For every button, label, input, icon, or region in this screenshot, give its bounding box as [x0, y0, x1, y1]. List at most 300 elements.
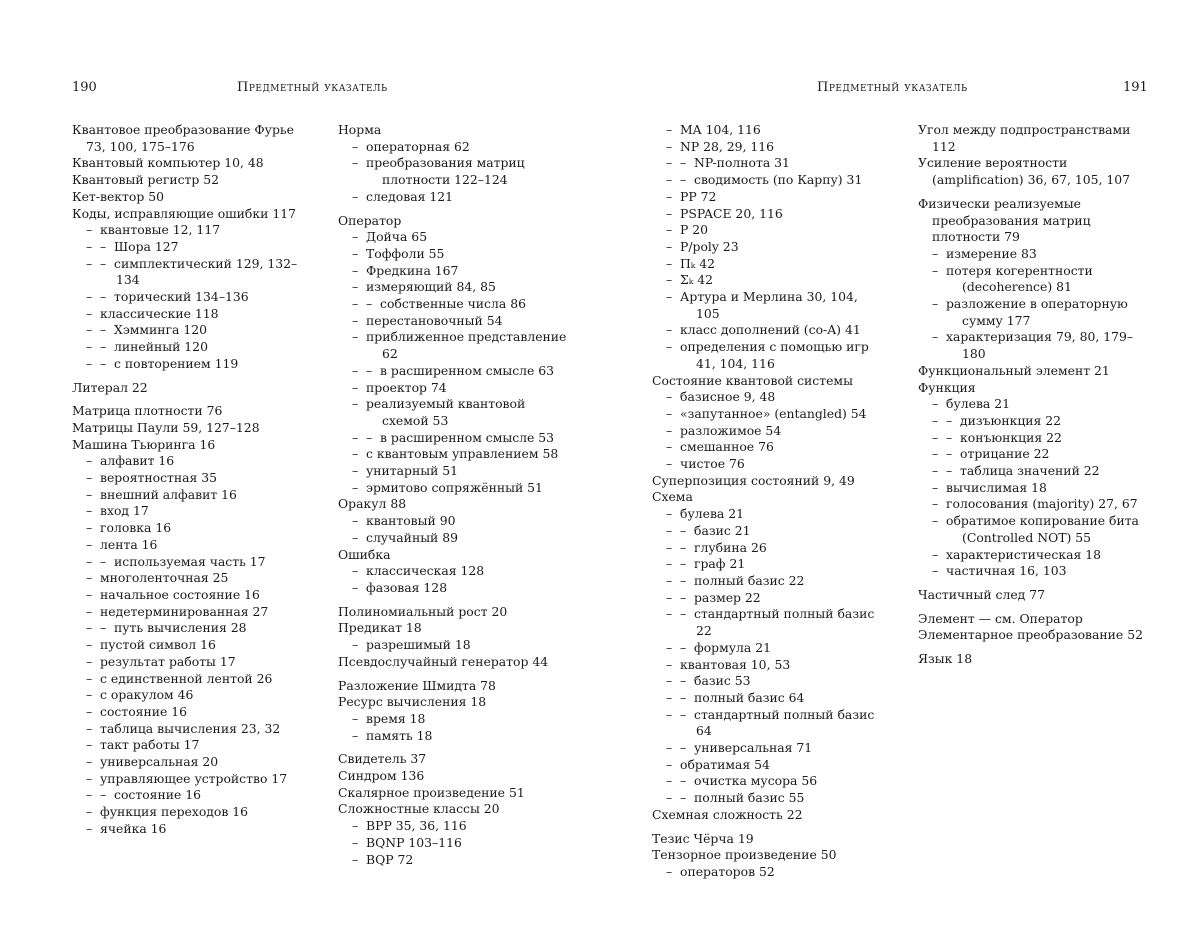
subentry-dash: – — [666, 689, 673, 705]
index-entry — [652, 707, 884, 740]
index-entry-text: унитарный 51 — [366, 463, 459, 479]
index-entry-text: Фредкина 167 — [366, 262, 459, 278]
index-entry-text: перестановочный 54 — [366, 312, 503, 328]
index-entry-text: торический 134–136 — [114, 289, 249, 305]
index-entry-text: Суперпозиция состояний 9, 49 — [652, 472, 855, 488]
index-entry-text: Сложностные классы 20 — [338, 801, 500, 817]
index-entry-text: Πₖ 42 — [680, 255, 716, 271]
subentry-dash: – — [352, 563, 359, 579]
index-entry-text: универсальная 71 — [694, 740, 813, 756]
subentry-dash: – — [352, 834, 359, 850]
index-entry — [72, 637, 304, 654]
index-entry-text: с единственной лентой 26 — [100, 670, 273, 686]
index-entry-text: характеристическая 18 — [946, 546, 1101, 562]
index-entry — [652, 256, 884, 273]
index-entry — [338, 139, 570, 156]
subentry-dash: – — [366, 429, 373, 445]
index-entry-text: состояние 16 — [114, 787, 202, 803]
index-entry — [652, 673, 884, 690]
index-entry — [652, 590, 884, 607]
index-entry-text: используемая часть 17 — [114, 553, 266, 569]
index-entry-text: пустой символ 16 — [100, 637, 216, 653]
index-entry-text: смешанное 76 — [680, 439, 774, 455]
index-entry — [652, 373, 884, 390]
subentry-dash: – — [680, 572, 687, 588]
index-entry — [72, 570, 304, 587]
index-entry — [918, 413, 1150, 430]
subentry-dash: – — [932, 262, 939, 278]
index-entry-text: голосования (majority) 27, 67 — [946, 496, 1138, 512]
subentry-dash: – — [86, 586, 93, 602]
index-entry — [338, 446, 570, 463]
subentry-dash: – — [680, 522, 687, 538]
index-entry-text: измеряющий 84, 85 — [366, 279, 496, 295]
index-entry-text: операторная 62 — [366, 138, 470, 154]
index-entry-text: обратимая 54 — [680, 756, 770, 772]
index-entry — [652, 790, 884, 807]
subentry-dash: – — [86, 289, 93, 305]
index-entry — [652, 423, 884, 440]
subentry-dash: – — [932, 446, 939, 462]
index-entry — [338, 480, 570, 497]
index-entry — [72, 239, 304, 256]
index-entry-text: Дойча 65 — [366, 229, 428, 245]
index-entry — [72, 771, 304, 788]
index-entry — [338, 547, 570, 564]
index-entry — [72, 322, 304, 339]
subentry-dash: – — [680, 706, 687, 722]
subentry-dash: – — [86, 255, 93, 271]
index-entry — [72, 737, 304, 754]
index-entry-text: Матрица плотности 76 — [72, 403, 223, 419]
subentry-dash: – — [86, 720, 93, 736]
index-entry-text: Язык 18 — [918, 651, 973, 667]
index-entry — [338, 296, 570, 313]
index-entry — [652, 523, 884, 540]
index-entry-text: проектор 74 — [366, 379, 447, 395]
index-entry — [338, 563, 570, 580]
index-entry — [72, 654, 304, 671]
index-entry-text: симплектический 129, 132–134 — [114, 255, 298, 288]
subentry-dash: – — [680, 172, 687, 188]
index-entry — [338, 530, 570, 547]
subentry-dash: – — [666, 138, 673, 154]
index-entry — [338, 580, 570, 597]
subentry-dash: – — [86, 820, 93, 836]
index-entry-text: Свидетель 37 — [338, 751, 427, 767]
subentry-dash: – — [352, 379, 359, 395]
index-entry — [652, 540, 884, 557]
index-entry — [652, 489, 884, 506]
index-entry-text: Состояние квантовой системы — [652, 372, 853, 388]
index-entry-text: размер 22 — [694, 589, 761, 605]
index-entry-text: чистое 76 — [680, 456, 745, 472]
index-entry — [338, 396, 570, 429]
index-entry — [72, 687, 304, 704]
index-entry-text: управляющее устройство 17 — [100, 770, 288, 786]
index-entry — [918, 446, 1150, 463]
index-entry — [652, 847, 884, 864]
index-entry — [652, 831, 884, 848]
index-entry — [652, 189, 884, 206]
index-entry-text: собственные числа 86 — [380, 296, 526, 312]
index-entry — [72, 380, 304, 397]
subentry-dash: – — [352, 262, 359, 278]
index-entry-text: случайный 89 — [366, 529, 459, 545]
subentry-dash: – — [932, 396, 939, 412]
subentry-dash: – — [932, 546, 939, 562]
subentry-dash: – — [666, 773, 673, 789]
subentry-dash: – — [100, 787, 107, 803]
subentry-dash: – — [86, 754, 93, 770]
index-entry-text: Квантовый регистр 52 — [72, 172, 220, 188]
index-entry-text: Схемная сложность 22 — [652, 806, 803, 822]
index-entry-text: «запутанное» (entangled) 54 — [680, 405, 867, 421]
index-entry — [652, 139, 884, 156]
subentry-dash: – — [932, 412, 939, 428]
index-entry — [652, 272, 884, 289]
index-entry — [72, 487, 304, 504]
index-entry — [72, 554, 304, 571]
subentry-dash: – — [352, 463, 359, 479]
index-entry-text: Физически реализуемые преобразования матриц плотности 79 — [918, 195, 1091, 245]
index-entry — [72, 339, 304, 356]
subentry-dash: – — [86, 339, 93, 355]
subentry-dash: – — [666, 289, 673, 305]
index-entry-text: приближенное представление 62 — [366, 329, 567, 362]
subentry-dash: – — [680, 689, 687, 705]
index-entry — [338, 637, 570, 654]
index-entry-text: P/poly 23 — [680, 238, 739, 254]
index-entry-text: NP 28, 29, 116 — [680, 138, 775, 154]
index-entry — [338, 513, 570, 530]
index-entry — [338, 496, 570, 513]
subentry-dash: – — [100, 339, 107, 355]
index-entry-text: таблица вычисления 23, 32 — [100, 720, 281, 736]
subentry-dash: – — [666, 556, 673, 572]
index-entry — [652, 640, 884, 657]
subentry-dash: – — [86, 305, 93, 321]
index-entry-text: лента 16 — [100, 536, 158, 552]
index-entry — [338, 694, 570, 711]
index-entry — [652, 556, 884, 573]
index-entry-text: операторов 52 — [680, 863, 775, 879]
subentry-dash: – — [946, 412, 953, 428]
index-entry — [918, 627, 1150, 644]
index-entry — [338, 463, 570, 480]
subentry-dash: – — [86, 804, 93, 820]
index-entry-text: Схема — [652, 489, 693, 505]
index-entry-text: BQP 72 — [366, 851, 414, 867]
subentry-dash: – — [666, 272, 673, 288]
index-entry-text: Квантовый компьютер 10, 48 — [72, 155, 264, 171]
index-entry-text: Шора 127 — [114, 238, 179, 254]
index-entry-text: Тезис Чёрча 19 — [652, 830, 754, 846]
index-entry-text: с повторением 119 — [114, 355, 239, 371]
index-entry — [652, 807, 884, 824]
subentry-dash: – — [86, 787, 93, 803]
subentry-dash: – — [86, 570, 93, 586]
index-entry-text: булева 21 — [680, 506, 745, 522]
index-entry-text: полный базис 55 — [694, 790, 805, 806]
index-entry-text: с квантовым управлением 58 — [366, 446, 559, 462]
subentry-dash: – — [100, 322, 107, 338]
subentry-dash: – — [680, 639, 687, 655]
index-entry — [338, 155, 570, 188]
subentry-dash: – — [352, 429, 359, 445]
index-entry — [652, 389, 884, 406]
index-entry-text: функция переходов 16 — [100, 804, 249, 820]
index-entry-text: дизъюнкция 22 — [960, 412, 1062, 428]
subentry-dash: – — [352, 446, 359, 462]
index-entry — [652, 439, 884, 456]
index-column-4 — [918, 122, 1150, 668]
subentry-dash: – — [352, 296, 359, 312]
index-entry-text: реализуемый квантовой схемой 53 — [366, 396, 526, 428]
index-entry — [72, 470, 304, 487]
index-entry-text: Кет-вектор 50 — [72, 188, 164, 204]
index-entry — [338, 835, 570, 852]
subentry-dash: – — [666, 740, 673, 756]
subentry-dash: – — [680, 606, 687, 622]
index-entry — [72, 420, 304, 437]
index-entry — [918, 296, 1150, 329]
subentry-dash: – — [86, 637, 93, 653]
index-entry-text: базисное 9, 48 — [680, 389, 776, 405]
index-entry-text: головка 16 — [100, 520, 172, 536]
index-entry — [72, 437, 304, 454]
subentry-dash: – — [352, 727, 359, 743]
subentry-dash: – — [932, 329, 939, 345]
index-entry — [72, 704, 304, 721]
index-entry-text: память 18 — [366, 727, 433, 743]
index-entry — [918, 430, 1150, 447]
index-entry — [72, 604, 304, 621]
index-entry-text: квантовые 12, 117 — [100, 222, 221, 238]
subentry-dash: – — [352, 637, 359, 653]
subentry-dash: – — [666, 606, 673, 622]
index-entry-text: Матрицы Паули 59, 127–128 — [72, 419, 260, 435]
index-entry — [918, 563, 1150, 580]
index-entry — [72, 520, 304, 537]
index-entry-text: результат работы 17 — [100, 653, 236, 669]
index-entry-text: Элементарное преобразование 52 — [918, 627, 1143, 643]
index-entry — [918, 380, 1150, 397]
running-header: Предметный указатель — [817, 80, 968, 95]
index-entry — [72, 289, 304, 306]
index-entry — [72, 787, 304, 804]
subentry-dash: – — [352, 513, 359, 529]
index-entry-text: Ошибка — [338, 546, 391, 562]
index-entry — [338, 801, 570, 818]
subentry-dash: – — [352, 188, 359, 204]
subentry-dash: – — [666, 706, 673, 722]
index-entry — [918, 611, 1150, 628]
index-entry — [338, 380, 570, 397]
subentry-dash: – — [666, 389, 673, 405]
subentry-dash: – — [946, 463, 953, 479]
index-entry-text: начальное состояние 16 — [100, 586, 260, 602]
index-entry-text: Оракул 88 — [338, 496, 407, 512]
index-entry — [72, 306, 304, 323]
index-entry-text: вычислимая 18 — [946, 479, 1047, 495]
index-entry-text: алфавит 16 — [100, 453, 175, 469]
subentry-dash: – — [352, 529, 359, 545]
index-entry-text: стандартный полный базис 64 — [694, 706, 875, 739]
index-entry-text: преобразования матриц плотности 122–124 — [366, 155, 525, 188]
subentry-dash: – — [86, 653, 93, 669]
index-entry — [338, 363, 570, 380]
subentry-dash: – — [666, 572, 673, 588]
index-entry — [338, 728, 570, 745]
index-entry-text: вероятностная 35 — [100, 470, 218, 486]
index-entry-text: Полиномиальный рост 20 — [338, 603, 508, 619]
subentry-dash: – — [666, 155, 673, 171]
index-entry — [72, 453, 304, 470]
index-entry-text: Синдром 136 — [338, 768, 425, 784]
index-entry-text: конъюнкция 22 — [960, 429, 1062, 445]
subentry-dash: – — [666, 422, 673, 438]
index-entry-text: Усиление вероятности (amplification) 36, 67, 105, 107 — [918, 155, 1131, 188]
index-entry — [338, 279, 570, 296]
index-entry-text: Разложение Шмидта 78 — [338, 677, 496, 693]
subentry-dash: – — [932, 496, 939, 512]
index-entry-text: базис 53 — [694, 673, 751, 689]
page-number: 190 — [72, 80, 97, 95]
subentry-dash: – — [666, 589, 673, 605]
subentry-dash: – — [666, 506, 673, 522]
index-entry — [72, 620, 304, 637]
subentry-dash: – — [666, 322, 673, 338]
index-entry-text: с оракулом 46 — [100, 687, 194, 703]
subentry-dash: – — [352, 818, 359, 834]
subentry-dash: – — [352, 155, 359, 171]
subentry-dash: – — [100, 620, 107, 636]
subentry-dash: – — [932, 513, 939, 529]
index-entry — [918, 463, 1150, 480]
subentry-dash: – — [86, 603, 93, 619]
index-entry-text: Тензорное произведение 50 — [652, 847, 837, 863]
index-entry — [338, 711, 570, 728]
index-entry-text: Оператор — [338, 212, 402, 228]
index-entry — [72, 122, 304, 155]
subentry-dash: – — [352, 312, 359, 328]
subentry-dash: – — [366, 296, 373, 312]
index-entry — [338, 654, 570, 671]
index-entry — [652, 740, 884, 757]
index-entry-text: Угол между подпространствами 112 — [918, 122, 1131, 154]
index-entry — [72, 189, 304, 206]
index-entry — [338, 785, 570, 802]
subentry-dash: – — [86, 670, 93, 686]
index-entry-text: полный базис 22 — [694, 572, 805, 588]
index-entry — [338, 620, 570, 637]
subentry-dash: – — [680, 773, 687, 789]
index-entry-text: время 18 — [366, 710, 426, 726]
index-entry-text: многоленточная 25 — [100, 570, 229, 586]
index-entry — [652, 289, 884, 322]
index-entry-text: характеризация 79, 80, 179–180 — [946, 329, 1134, 362]
index-entry — [338, 678, 570, 695]
index-entry-text: BQNP 103–116 — [366, 834, 462, 850]
index-entry-text: PSPACE 20, 116 — [680, 205, 783, 221]
index-entry-text: такт работы 17 — [100, 737, 200, 753]
subentry-dash: – — [666, 172, 673, 188]
subentry-dash: – — [666, 405, 673, 421]
index-entry-text: базис 21 — [694, 522, 751, 538]
subentry-dash: – — [86, 222, 93, 238]
index-entry-text: P 20 — [680, 222, 709, 238]
index-entry-text: квантовая 10, 53 — [680, 656, 791, 672]
index-entry-text: Коды, исправляющие ошибки 117 — [72, 205, 296, 221]
index-entry-text: глубина 26 — [694, 539, 767, 555]
index-entry — [338, 604, 570, 621]
index-entry — [918, 122, 1150, 155]
index-entry — [652, 322, 884, 339]
subentry-dash: – — [352, 229, 359, 245]
index-entry — [72, 503, 304, 520]
index-entry — [652, 773, 884, 790]
subentry-dash: – — [680, 740, 687, 756]
subentry-dash: – — [86, 503, 93, 519]
index-entry — [652, 456, 884, 473]
index-entry — [72, 721, 304, 738]
index-entry-text: NP-полнота 31 — [694, 155, 790, 171]
index-entry-text: очистка мусора 56 — [694, 773, 818, 789]
index-entry-text: Элемент — см. Оператор — [918, 610, 1083, 626]
index-entry — [918, 480, 1150, 497]
index-entry-text: в расширенном смысле 53 — [380, 429, 555, 445]
subentry-dash: – — [932, 429, 939, 445]
subentry-dash: – — [86, 737, 93, 753]
subentry-dash: – — [86, 620, 93, 636]
index-entry-text: ячейка 16 — [100, 820, 167, 836]
subentry-dash: – — [680, 790, 687, 806]
index-entry-text: Хэмминга 120 — [114, 322, 208, 338]
page-number: 191 — [1123, 80, 1148, 95]
index-entry — [652, 606, 884, 639]
subentry-dash: – — [100, 238, 107, 254]
index-entry — [72, 804, 304, 821]
subentry-dash: – — [680, 556, 687, 572]
index-entry — [338, 229, 570, 246]
index-entry — [652, 155, 884, 172]
subentry-dash: – — [86, 453, 93, 469]
index-entry — [652, 206, 884, 223]
index-entry — [72, 403, 304, 420]
subentry-dash: – — [86, 553, 93, 569]
index-entry — [652, 506, 884, 523]
index-entry — [918, 196, 1150, 246]
index-entry-text: вход 17 — [100, 503, 149, 519]
index-entry-text: потеря когерентности (decoherence) 81 — [946, 262, 1093, 295]
subentry-dash: – — [932, 296, 939, 312]
index-entry — [338, 246, 570, 263]
index-entry — [918, 329, 1150, 362]
index-entry-text: таблица значений 22 — [960, 463, 1100, 479]
subentry-dash: – — [86, 486, 93, 502]
index-entry-text: Артура и Мерлина 30, 104, 105 — [680, 289, 858, 321]
index-entry — [652, 690, 884, 707]
index-entry-text: обратимое копирование бита (Controlled NOT) 55 — [946, 513, 1139, 545]
index-entry — [918, 155, 1150, 188]
running-header: Предметный указатель — [237, 80, 388, 95]
index-entry-text: отрицание 22 — [960, 446, 1050, 462]
index-entry-text: квантовый 90 — [366, 513, 456, 529]
index-entry — [918, 587, 1150, 604]
index-column-2 — [338, 122, 570, 868]
index-entry-text: недетерминированная 27 — [100, 603, 269, 619]
